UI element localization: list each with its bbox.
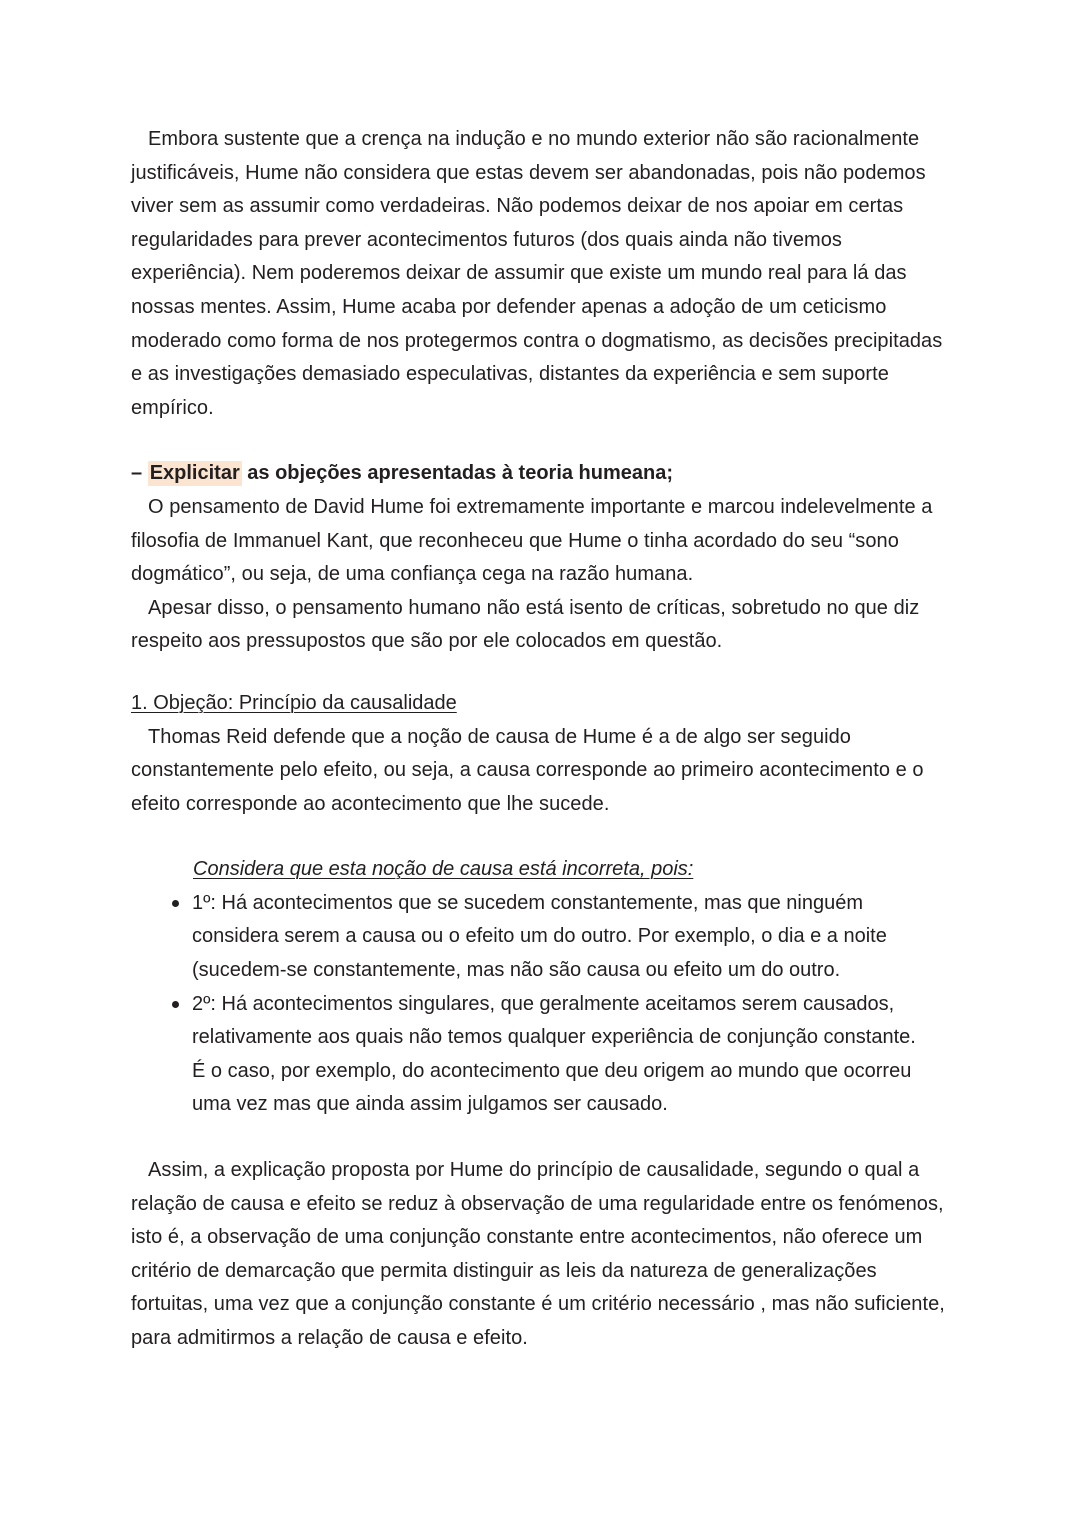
list-item (131, 887, 921, 988)
spacer (131, 821, 951, 853)
bullet-point-icon (172, 900, 179, 907)
document-body (131, 123, 951, 1356)
task-heading-rest: as objeções apresentadas à teoria humeana; (241, 462, 674, 485)
spacer (131, 1122, 951, 1154)
bullet-point-icon (172, 1001, 179, 1008)
bullets-intro-heading (193, 853, 951, 887)
spacer (131, 425, 951, 457)
spacer (131, 659, 951, 687)
section-heading-objection-1-text: 1. Objeção: Princípio da causalidade (131, 691, 457, 714)
task-heading-explicitar (131, 457, 951, 491)
list-item-text: 2º: Há acontecimentos singulares, que geralmente aceitamos serem causados, relativamente aos quais não temos qualquer experiência de conjunção constante. É o caso, por exemplo, do acontecimento que deu origem ao mundo que ocorreu uma vez mas que ainda assim julgamos ser causado. (192, 992, 916, 1116)
objection-bullet-list (131, 887, 951, 1122)
list-item-text: 1º: Há acontecimentos que se sucedem constantemente, mas que ninguém considera serem a causa ou o efeito um do outro. Por exemplo, o dia e a noite (sucedem-se constantemente, mas não são causa ou efeito um do outro. (192, 891, 887, 982)
paragraph-thomas-reid: Thomas Reid defende que a noção de causa de Hume é a de algo ser seguido constantemente pelo efeito, ou seja, a causa corresponde ao primeiro acontecimento e o efeito corresponde ao acontecimento que lhe sucede. (131, 725, 924, 815)
bullets-intro-heading-text: Considera que esta noção de causa está incorreta, pois: (193, 858, 694, 881)
paragraph-kant-influence: O pensamento de David Hume foi extremamente importante e marcou indelevelmente a filosofia de Immanuel Kant, que reconheceu que Hume o tinha acordado do seu “sono dogmático”, ou seja, de uma confiança cega na razão humana. (131, 495, 933, 586)
highlighted-term: Explicitar (149, 462, 240, 485)
section-heading-objection-1 (131, 687, 951, 721)
paragraph-criticisms-intro: Apesar disso, o pensamento humano não está isento de críticas, sobretudo no que diz respeito aos pressupostos que são por ele colocados em questão. (131, 596, 920, 653)
paragraph-conclusion-causality: Assim, a explicação proposta por Hume do princípio de causalidade, segundo o qual a relação de causa e efeito se reduz à observação de uma regularidade entre os fenómenos, isto é, a observação de uma conjunção constante entre acontecimentos, não oferece um critério de demarcação que permita distinguir as leis da natureza de generalizações fortuitas, uma vez que a conjunção constante é um critério necessário , mas não suficiente, para admitirmos a relação de causa e efeito. (131, 1159, 945, 1349)
paragraph-intro-scepticism: Embora sustente que a crença na indução e no mundo exterior não são racionalmente justificáveis, Hume não considera que estas devem ser abandonadas, pois não podemos viver sem as assumir como verdadeiras. Não podemos deixar de nos apoiar em certas regularidades para prever acontecimentos futuros (dos quais ainda não tivemos experiência). Nem poderemos deixar de assumir que existe um mundo real para lá das nossas mentes. Assim, Hume acaba por defender apenas a adoção de um ceticismo moderado como forma de nos protegermos contra o dogmatismo, as decisões precipitadas e as investigações demasiado especulativas, distantes da experiência e sem suporte empírico. (131, 128, 943, 419)
list-item (131, 988, 921, 1122)
dash-prefix: – (131, 462, 143, 485)
